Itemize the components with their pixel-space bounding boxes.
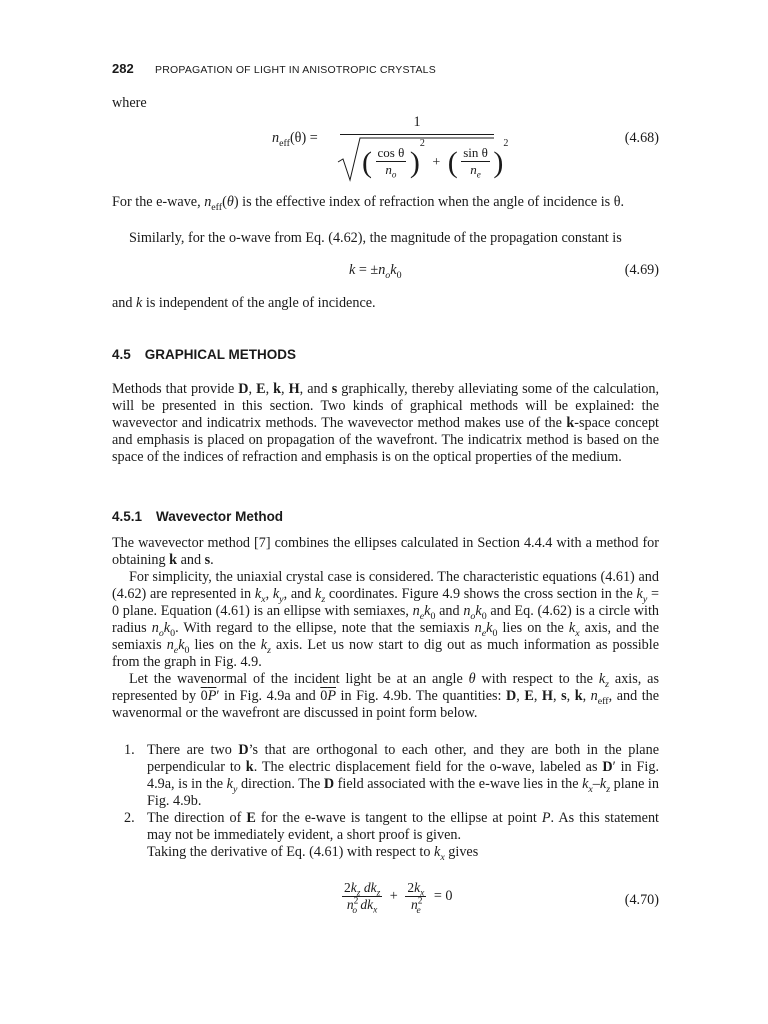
equation-4-70: $\frac{2k_z dk_z}{n^2_o dk_x}$ + $\frac{2k_x}{n^2_e}$ = 0 (4.70): [344, 880, 659, 916]
list-item: 1. There are two D’s that are orthogonal to each other, and they are both in the plane perpendicular to k. The electric displacement field for the o-wave, labeled as D′ in Fig. 4.9a, is in the $k_y$ direction. The D field associated with the e-wave lies in the $k_x-k_z$ plane in Fig. 4.9b.: [124, 742, 659, 809]
section-heading-4-5: 4.5 GRAPHICAL METHODS: [112, 347, 297, 362]
paragraph-independent: and k is independent of the angle of incidence.: [112, 295, 376, 311]
paragraph-wavevector-1: The wavevector method [7] combines the ellipses calculated in Section 4.4.4 with a method for obtaining k and s.: [112, 535, 659, 568]
where-text: where: [112, 95, 147, 111]
page-number: 282: [112, 61, 134, 76]
running-title: PROPAGATION OF LIGHT IN ANISOTROPIC CRYSTALS: [155, 64, 436, 76]
eq-4-68-radicand: ( $\frac{\text{cos θ}}{n_o}$ )$^2$ + ( $\frac{\text{sin θ}}{n_e}$ )$^2$: [362, 138, 509, 180]
numbered-list: [112, 742, 659, 861]
paragraph-wavevector-2: For simplicity, the uniaxial crystal case is considered. The characteristic equations (4.61) and (4.62) are represented in $k_x$, $k_y$, and $k_z$ coordinates. Figure 4.9 shows the cross section in the $k_y = 0$ plane. Equation (4.61) is an ellipse with semiaxes, $n_ek_0$ and $n_ok_0$ and Eq. (4.62) is a circle with radius $n_ok_0$. With regard to the ellipse, note that the semiaxis $n_ek_0$ lies on the $k_x$ axis, and the semiaxis $n_ek_0$ lies on the $k_z$ axis. Let us now start to dig out as much information as possible from the graph in Fig. 4.9.: [112, 569, 660, 670]
paragraph-ewave: For the e-wave, $n_{eff}(\theta)$ is the effective index of refraction when the angle of incidence is θ.: [112, 194, 625, 213]
section-heading-4-5-1: 4.5.1 Wavevector Method: [112, 509, 284, 524]
paragraph-similarly: Similarly, for the o-wave from Eq. (4.62), the magnitude of the propagation constant is: [129, 230, 622, 246]
eq-4-68-fraction-bar: [340, 134, 494, 135]
list-item: 2. The direction of E for the e-wave is tangent to the ellipse at point P. As this statement may not be immediately evident, a short proof is given.: [124, 810, 659, 843]
paragraph-wavevector-3: Let the wavenormal of the incident light be at an angle θ with respect to the $k_z$ axis, as represented by 0P′ in Fig. 4.9a and 0P in Fig. 4.9b. The quantities: D, E, H, s, k, $n_{eff}$, and the wavenormal or the wavefront are discussed in point form below.: [112, 671, 660, 721]
running-header: [112, 61, 436, 76]
equation-4-68: [112, 112, 659, 184]
eq-4-70-number: (4.70): [624, 892, 659, 908]
eq-4-69-number: (4.69): [624, 262, 659, 278]
eq-4-68-lhs: $n_{eff}(\theta)$ =: [272, 130, 318, 149]
paragraph-methods: Methods that provide D, E, k, H, and s graphically, thereby alleviating some of the calculation, will be presented in this section. Two kinds of graphical methods will be explained: the wavevector and indicatrix methods. The wavevector method makes use of the k-space concept and emphasis is placed on propagation of the wavefront. The indicatrix method is based on the space of the indices of refraction and emphasis is on the optical properties of the medium.: [112, 381, 660, 465]
eq-4-68-numerator: 1: [413, 114, 421, 130]
equation-4-69: $k = \pm n_ok_0$ (4.69): [349, 262, 659, 281]
eq-4-68-number: (4.68): [624, 130, 659, 146]
taking-derivative-text: Taking the derivative of Eq. (4.61) with respect to $k_x$ gives: [147, 844, 479, 863]
